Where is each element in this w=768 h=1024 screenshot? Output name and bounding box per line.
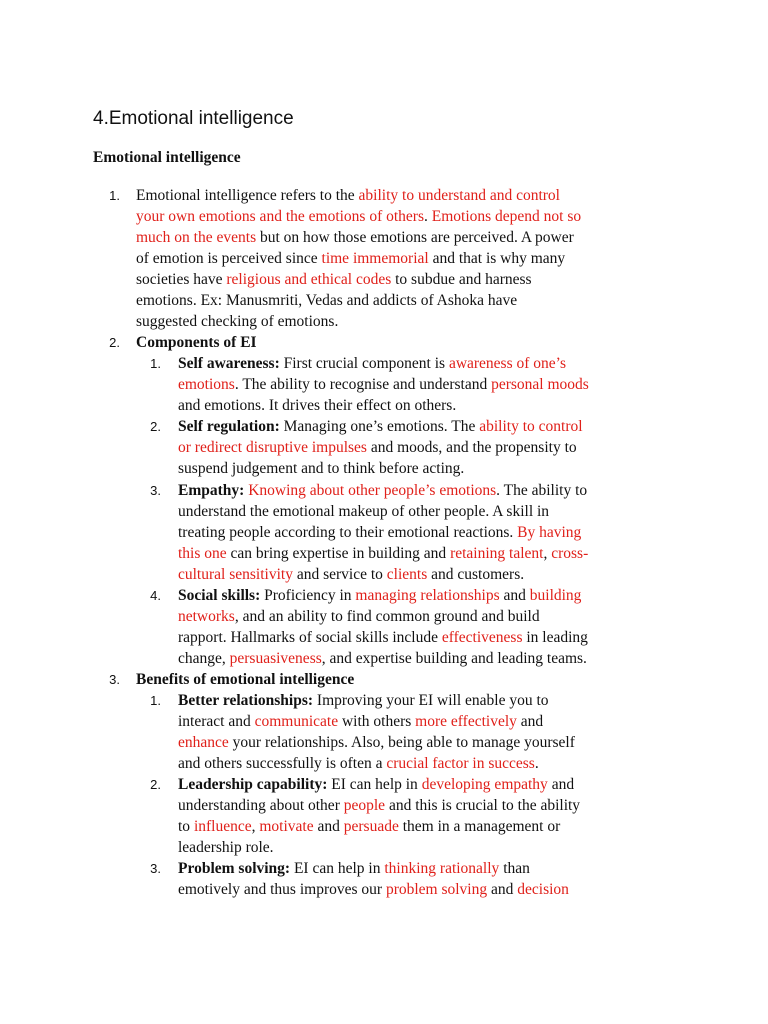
text-line <box>136 185 560 206</box>
highlighted-phrase: or redirect disruptive impulses <box>178 439 367 456</box>
text-run: change, <box>178 650 230 667</box>
highlighted-phrase: emotions <box>178 376 235 393</box>
text-run: and <box>547 776 575 793</box>
bold-term: Better relationships: <box>178 692 314 709</box>
text-run: your relationships. Also, being able to manage yourself <box>228 734 575 751</box>
text-run: . The ability to <box>496 482 588 499</box>
list-marker: 4. <box>150 588 161 603</box>
text-line <box>178 606 540 627</box>
highlighted-phrase: cross- <box>551 545 589 562</box>
text-run: and emotions. It drives their effect on others. <box>178 397 457 414</box>
text-line <box>136 248 565 269</box>
text-run: and this is crucial to the ability <box>385 797 581 814</box>
highlighted-phrase: By having <box>517 524 582 541</box>
text-line <box>178 543 588 564</box>
text-run: interact and <box>178 713 255 730</box>
text-line <box>178 837 274 858</box>
text-line <box>136 227 574 248</box>
text-run: understanding about other <box>178 797 344 814</box>
bold-term: Components of EI <box>136 334 257 351</box>
bold-term: Social skills: <box>178 587 261 604</box>
text-run: First crucial component is <box>279 355 449 372</box>
highlighted-phrase: ability to understand and control <box>358 187 560 204</box>
text-run: and <box>487 881 518 898</box>
list-marker: 3. <box>150 483 161 498</box>
text-run: Improving your EI will enable you to <box>313 692 549 709</box>
highlighted-phrase: cultural sensitivity <box>178 566 293 583</box>
text-run: can bring expertise in building and <box>226 545 451 562</box>
text-line <box>178 711 543 732</box>
text-run: societies have <box>136 271 227 288</box>
text-line <box>178 585 581 606</box>
highlighted-phrase: building <box>529 587 582 604</box>
bold-term: Self awareness: <box>178 355 280 372</box>
text-line <box>178 437 577 458</box>
text-line <box>178 627 588 648</box>
list-marker: 2. <box>150 419 161 434</box>
bold-term: Empathy: <box>178 482 245 499</box>
text-run: to subdue and harness <box>391 271 532 288</box>
text-line <box>178 395 456 416</box>
section-subheading: Emotional intelligence <box>93 149 241 166</box>
text-run: Managing one’s emotions. The <box>279 418 480 435</box>
text-run: . The ability to recognise and understand <box>234 376 492 393</box>
text-run: Emotional intelligence refers to the <box>136 187 359 204</box>
list-marker: 1. <box>150 356 161 371</box>
text-run: , and expertise building and leading teams. <box>321 650 587 667</box>
highlighted-phrase: motivate <box>259 818 314 835</box>
text-run: and <box>516 713 544 730</box>
text-line <box>178 374 589 395</box>
highlighted-phrase: influence <box>193 818 252 835</box>
bold-term: Self regulation: <box>178 418 280 435</box>
text-run: EI can help in <box>290 860 385 877</box>
text-line <box>178 816 560 837</box>
text-line <box>178 858 530 879</box>
highlighted-phrase: Knowing about other people’s emotions <box>248 482 497 499</box>
highlighted-phrase: developing empathy <box>421 776 548 793</box>
text-run: emotively and thus improves our <box>178 881 386 898</box>
text-line <box>178 522 581 543</box>
bold-term: Benefits of emotional intelligence <box>136 671 355 688</box>
text-line <box>136 332 257 353</box>
highlighted-phrase: persuasiveness <box>229 650 322 667</box>
highlighted-phrase: awareness of one’s <box>448 355 567 372</box>
list-marker: 2. <box>109 335 120 350</box>
text-run: and customers. <box>427 566 525 583</box>
text-run: , <box>543 545 552 562</box>
text-run: and moods, and the propensity to <box>366 439 577 456</box>
highlighted-phrase: this one <box>178 545 227 562</box>
text-line <box>178 564 524 585</box>
text-run: and others successfully is often a <box>178 755 387 772</box>
text-run: in leading <box>522 629 588 646</box>
text-run: . <box>424 208 432 225</box>
highlighted-phrase: Emotions depend not so <box>431 208 582 225</box>
text-line <box>136 669 354 690</box>
text-line <box>178 795 580 816</box>
text-run: but on how those emotions are perceived. A power <box>256 229 574 246</box>
text-run: leadership role. <box>178 839 274 856</box>
text-run: , <box>251 818 260 835</box>
highlighted-phrase: persuade <box>343 818 399 835</box>
text-run: treating people according to their emotional reactions. <box>178 524 518 541</box>
bold-term: Leadership capability: <box>178 776 328 793</box>
text-run: . <box>534 755 539 772</box>
text-line <box>178 690 549 711</box>
highlighted-phrase: religious and ethical codes <box>226 271 392 288</box>
text-run: understand the emotional makeup of other people. A skill in <box>178 503 550 520</box>
text-run: than <box>499 860 530 877</box>
text-line <box>136 269 532 290</box>
text-run: Proficiency in <box>260 587 356 604</box>
highlighted-phrase: thinking rationally <box>384 860 500 877</box>
list-marker: 2. <box>150 777 161 792</box>
highlighted-phrase: ability to control <box>479 418 583 435</box>
text-run: them in a management or <box>398 818 561 835</box>
text-line <box>178 501 549 522</box>
text-line <box>178 480 587 501</box>
text-run: suspend judgement and to think before acting. <box>178 460 465 477</box>
text-line <box>178 732 575 753</box>
list-marker: 1. <box>109 188 120 203</box>
text-run: rapport. Hallmarks of social skills include <box>178 629 442 646</box>
text-line <box>178 416 583 437</box>
document-heading: 4.Emotional intelligence <box>93 108 294 129</box>
text-run: and <box>499 587 530 604</box>
text-run: suggested checking of emotions. <box>136 313 339 330</box>
text-run: , and an ability to find common ground and build <box>234 608 540 625</box>
text-run: EI can help in <box>327 776 422 793</box>
text-line <box>178 753 539 774</box>
text-run: with others <box>338 713 416 730</box>
list-marker: 3. <box>150 861 161 876</box>
list-marker: 1. <box>150 693 161 708</box>
text-run: and <box>313 818 344 835</box>
highlighted-phrase: networks <box>178 608 235 625</box>
highlighted-phrase: enhance <box>178 734 229 751</box>
text-run: to <box>178 818 194 835</box>
text-run: of emotion is perceived since <box>136 250 322 267</box>
text-line <box>178 353 566 374</box>
highlighted-phrase: more effectively <box>415 713 517 730</box>
highlighted-phrase: your own emotions and the emotions of others <box>136 208 424 225</box>
highlighted-phrase: clients <box>386 566 428 583</box>
list-marker: 3. <box>109 672 120 687</box>
text-line <box>178 879 569 900</box>
text-run: emotions. Ex: Manusmriti, Vedas and addicts of Ashoka have <box>136 292 518 309</box>
highlighted-phrase: much on the events <box>136 229 257 246</box>
text-line <box>178 648 587 669</box>
text-line <box>178 458 464 479</box>
highlighted-phrase: crucial factor in success <box>386 755 535 772</box>
highlighted-phrase: managing relationships <box>355 587 500 604</box>
bold-term: Problem solving: <box>178 860 291 877</box>
text-line <box>136 206 581 227</box>
text-run: and that is why many <box>428 250 566 267</box>
highlighted-phrase: effectiveness <box>441 629 523 646</box>
text-line <box>178 774 574 795</box>
highlighted-phrase: time immemorial <box>321 250 429 267</box>
highlighted-phrase: personal moods <box>491 376 589 393</box>
highlighted-phrase: communicate <box>254 713 339 730</box>
highlighted-phrase: problem solving <box>385 881 488 898</box>
text-run: and service to <box>292 566 387 583</box>
highlighted-phrase: decision <box>517 881 569 898</box>
highlighted-phrase: people <box>343 797 386 814</box>
highlighted-phrase: retaining talent <box>450 545 544 562</box>
text-line <box>136 290 517 311</box>
text-line <box>136 311 338 332</box>
